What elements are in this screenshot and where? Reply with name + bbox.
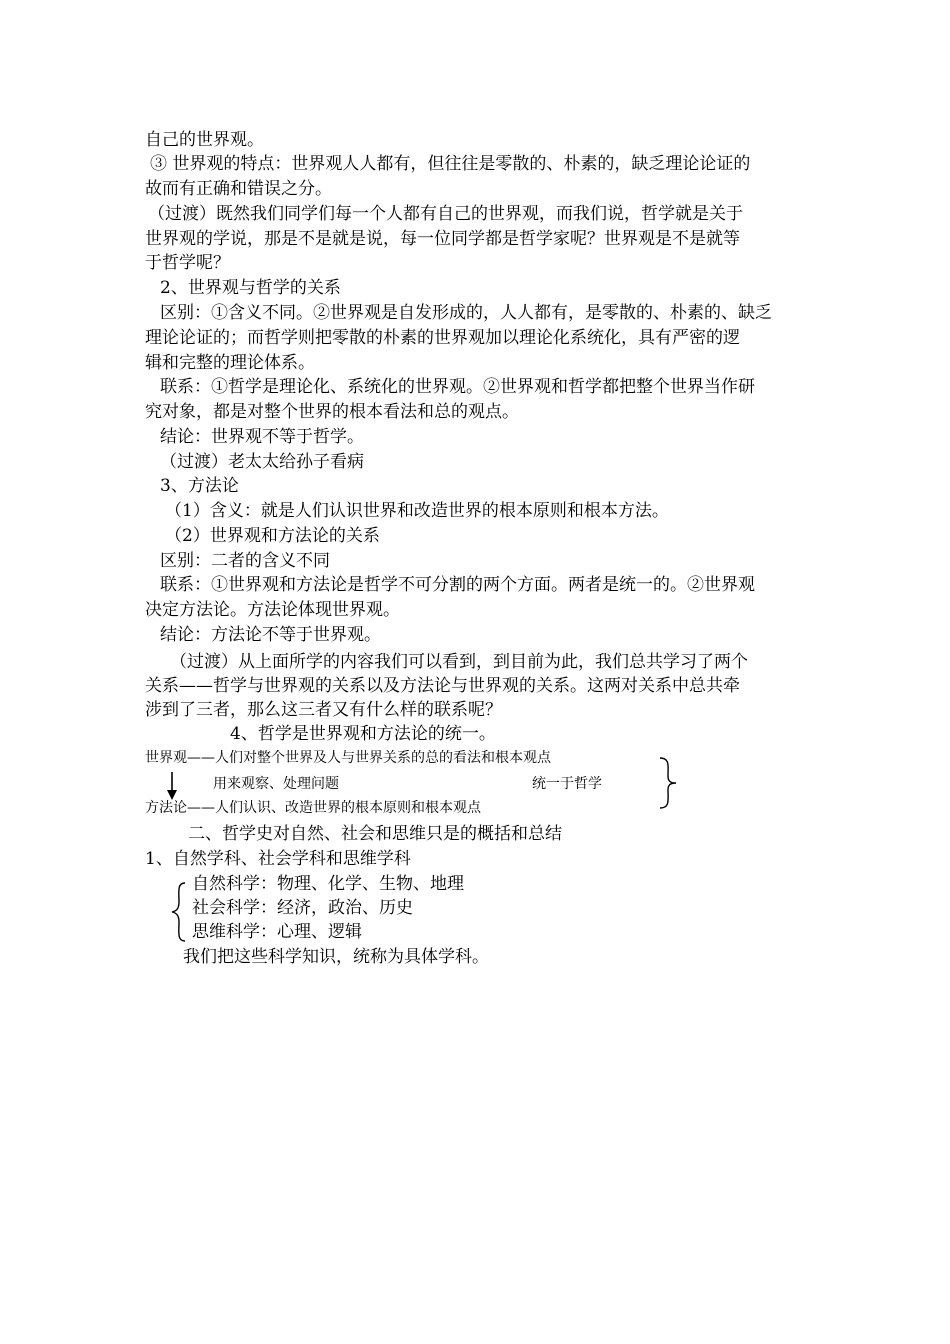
list-item: 社会科学：经济，政治、历史 xyxy=(192,898,413,918)
text-line: 辑和完整的理论体系。 xyxy=(145,353,315,373)
diagram-worldview: 世界观——人们对整个世界及人与世界关系的总的看法和根本观点 xyxy=(145,750,551,766)
text-line: 联系：①哲学是理论化、系统化的世界观。②世界观和哲学都把整个世界当作研 xyxy=(160,377,755,397)
diagram-methodology: 方法论——人们认识、改造世界的根本原则和根本观点 xyxy=(145,800,481,816)
text-line: （1）含义：就是人们认识世界和改造世界的根本原则和根本方法。 xyxy=(165,501,669,521)
text-line: 结论：世界观不等于哲学。 xyxy=(160,427,364,447)
right-brace-icon xyxy=(656,756,680,810)
diagram-unify-label: 统一于哲学 xyxy=(532,776,602,792)
conclusion-line: 我们把这些科学知识，统称为具体学科。 xyxy=(183,947,489,967)
text-line: 决定方法论。方法论体现世界观。 xyxy=(145,600,400,620)
text-line: 区别：①含义不同。②世界观是自发形成的，人人都有，是零散的、朴素的、缺乏 xyxy=(160,303,772,323)
text-line: ③ 世界观的特点：世界观人人都有，但往往是零散的、朴素的，缺乏理论论证的 xyxy=(150,154,751,174)
down-arrow-icon xyxy=(165,772,179,800)
section-heading: 二、哲学史对自然、社会和思维只是的概括和总结 xyxy=(188,824,562,844)
section-heading: 3、方法论 xyxy=(160,476,239,496)
text-line: 自己的世界观。 xyxy=(145,130,264,150)
text-line: 涉到了三者，那么这三者又有什么样的联系呢？ xyxy=(145,700,502,720)
text-line: 理论论证的；而哲学则把零散的朴素的世界观加以理论化系统化，具有严密的逻 xyxy=(145,328,740,348)
text-line: （过渡）老太太给孙子看病 xyxy=(160,452,364,472)
section-heading: 2、世界观与哲学的关系 xyxy=(160,278,341,298)
text-line: 区别：二者的含义不同 xyxy=(160,551,330,571)
section-heading: 4、哲学是世界观和方法论的统一。 xyxy=(230,724,496,744)
text-line: 结论：方法论不等于世界观。 xyxy=(160,625,381,645)
list-item: 思维科学：心理、逻辑 xyxy=(192,922,362,942)
list-item: 自然科学：物理、化学、生物、地理 xyxy=(192,874,464,894)
left-brace-icon xyxy=(170,880,188,944)
text-line: 联系：①世界观和方法论是哲学不可分割的两个方面。两者是统一的。②世界观 xyxy=(160,575,755,595)
text-line: 究对象，都是对整个世界的根本看法和总的观点。 xyxy=(145,402,519,422)
text-line: 故而有正确和错误之分。 xyxy=(145,179,332,199)
text-line: 关系——哲学与世界观的关系以及方法论与世界观的关系。这两对关系中总共牵 xyxy=(145,676,740,696)
text-line: 于哲学呢？ xyxy=(145,253,230,273)
text-line: （过渡）既然我们同学们每一个人都有自己的世界观，而我们说，哲学就是关于 xyxy=(148,204,743,224)
diagram-use-label: 用来观察、处理问题 xyxy=(213,776,339,792)
subsection-heading: 1、自然学科、社会学科和思维学科 xyxy=(145,849,411,869)
text-line: （过渡）从上面所学的内容我们可以看到，到目前为此，我们总共学习了两个 xyxy=(170,652,748,672)
text-line: （2）世界观和方法论的关系 xyxy=(165,526,380,546)
text-line: 世界观的学说，那是不是就是说，每一位同学都是哲学家呢？世界观是不是就等 xyxy=(145,229,740,249)
